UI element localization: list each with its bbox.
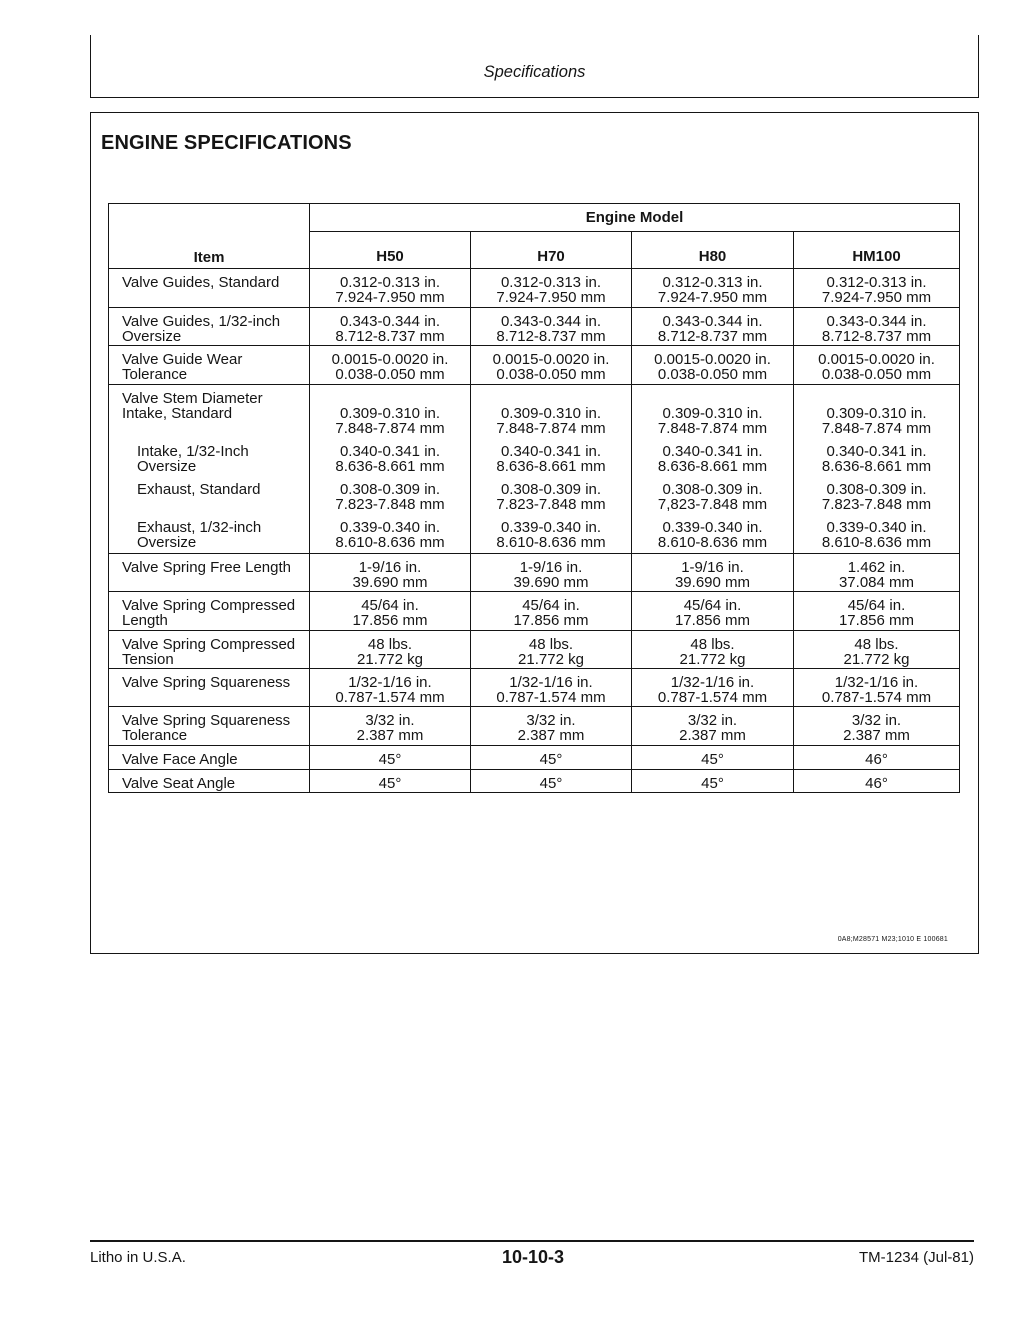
sub-item-label: Intake, 1/32-Inch: [137, 444, 249, 460]
value-cell-hm100: [794, 669, 960, 707]
item-cell: [109, 631, 310, 669]
value-cell-h70: [471, 554, 632, 592]
model-header-hm100: HM100: [794, 232, 960, 269]
spec-value: 17.856 mm: [513, 612, 589, 629]
sub-value: [471, 406, 631, 444]
spec-value: 3/32 in.: [365, 712, 415, 729]
value-cell-h50: [310, 669, 471, 707]
spec-value: 0.309-0.310 in.: [339, 406, 441, 422]
document-code: 0A8;M28571 M23;1010 E 100681: [837, 936, 948, 943]
value-cell-h50: [310, 746, 471, 770]
sub-value: [794, 482, 959, 520]
spec-value: 7.848-7.874 mm: [335, 420, 445, 437]
spec-value: 8.610-8.636 mm: [821, 534, 932, 551]
value-cell-hm100: [794, 385, 960, 554]
spec-value: 0.343-0.344 in.: [662, 313, 763, 330]
spec-value: 8.610-8.636 mm: [335, 534, 445, 551]
spec-value: 0.309-0.310 in.: [500, 406, 602, 422]
sub-value: [471, 482, 631, 520]
engine-spec-table: [108, 203, 960, 793]
spec-value: 45/64 in.: [847, 597, 906, 614]
table-row: [109, 746, 960, 770]
table-row: [109, 308, 960, 346]
spec-value: 2.387 mm: [843, 727, 910, 744]
spec-value: 48 lbs.: [528, 636, 574, 653]
spec-value: 7.924-7.950 mm: [821, 289, 932, 306]
spec-value: 45°: [378, 751, 402, 768]
value-cell-h80: [632, 269, 794, 308]
item-label: Valve Guide Wear: [122, 351, 243, 368]
value-cell-hm100: [794, 269, 960, 308]
sub-item: [122, 444, 309, 482]
spec-value: 0.787-1.574 mm: [821, 689, 932, 706]
spec-value: 45°: [378, 775, 402, 792]
spec-value: 7.924-7.950 mm: [496, 289, 606, 306]
item-cell: [109, 269, 310, 308]
sub-value: [310, 482, 470, 520]
spec-value: 0.308-0.309 in.: [500, 482, 602, 498]
section-title: ENGINE SPECIFICATIONS: [101, 132, 352, 154]
spec-value: 3/32 in.: [526, 712, 576, 729]
value-cell-h70: [471, 346, 632, 385]
table-row: [109, 346, 960, 385]
spec-value: 0.339-0.340 in.: [662, 520, 763, 536]
value-cell-hm100: [794, 631, 960, 669]
item-label: Valve Stem Diameter: [122, 390, 263, 407]
spec-value: 1.462 in.: [847, 559, 906, 576]
sub-value: [471, 444, 631, 482]
spec-value: 0.038-0.050 mm: [821, 366, 932, 383]
spec-value: 21.772 kg: [357, 651, 423, 668]
spec-value: 8.712-8.737 mm: [657, 328, 768, 345]
value-cell-h50: [310, 554, 471, 592]
spec-value: 0.038-0.050 mm: [496, 366, 606, 383]
value-cell-h70: [471, 631, 632, 669]
table-row: [109, 770, 960, 793]
spec-value: 46°: [865, 775, 888, 792]
spec-value: 0.308-0.309 in.: [662, 482, 763, 498]
sub-value: [310, 520, 470, 552]
sub-value: [794, 444, 959, 482]
footer-divider: [90, 1240, 974, 1242]
item-cell: [109, 669, 310, 707]
table-row: [109, 385, 960, 554]
value-cell-hm100: [794, 707, 960, 746]
manual-reference: TM-1234 (Jul-81): [858, 1249, 974, 1266]
spec-value: 0.340-0.341 in.: [500, 444, 602, 460]
spec-value: 0.339-0.340 in.: [339, 520, 441, 536]
value-cell-h80: [632, 746, 794, 770]
model-header-h70: H70: [471, 232, 632, 269]
spec-value: 8.712-8.737 mm: [335, 328, 445, 345]
spec-value: 48 lbs.: [854, 636, 899, 653]
value-cell-h70: [471, 308, 632, 346]
model-header-h50: H50: [310, 232, 471, 269]
item-label: Valve Spring Compressed: [122, 597, 296, 614]
spec-value: 3/32 in.: [687, 712, 738, 729]
sub-item: [122, 520, 309, 552]
spec-value: 7,823-7.848 mm: [657, 496, 768, 513]
value-cell-hm100: [794, 770, 960, 793]
value-cell-hm100: [794, 746, 960, 770]
spec-value: 0.0015-0.0020 in.: [331, 351, 449, 368]
sub-value: [794, 520, 959, 552]
spec-value: 0.312-0.313 in.: [826, 274, 927, 291]
value-cell-h50: [310, 631, 471, 669]
value-cell-h70: [471, 707, 632, 746]
spec-value: 0.038-0.050 mm: [657, 366, 768, 383]
model-header-h80: H80: [632, 232, 794, 269]
value-cell-h80: [632, 308, 794, 346]
spec-value: 7.848-7.874 mm: [496, 420, 606, 437]
spec-value: 0.343-0.344 in.: [339, 313, 441, 330]
spec-value: 0.308-0.309 in.: [826, 482, 927, 498]
spec-value: 7.924-7.950 mm: [335, 289, 445, 306]
value-cell-h80: [632, 554, 794, 592]
item-cell: [109, 554, 310, 592]
sub-value: [632, 406, 793, 444]
spec-value: 8.636-8.661 mm: [657, 458, 768, 475]
value-cell-h80: [632, 669, 794, 707]
spec-value: 21.772 kg: [843, 651, 910, 668]
spec-value: 0.038-0.050 mm: [335, 366, 445, 383]
spec-value: 7.848-7.874 mm: [821, 420, 932, 437]
spec-value: 0.340-0.341 in.: [662, 444, 763, 460]
value-cell-h70: [471, 385, 632, 554]
item-cell: [109, 385, 310, 554]
sub-item-label: Exhaust, Standard: [137, 482, 261, 498]
spec-value: 0.309-0.310 in.: [662, 406, 763, 422]
spec-value: 17.856 mm: [352, 612, 428, 629]
spec-value: 7.924-7.950 mm: [657, 289, 768, 306]
item-label: Tolerance: [122, 366, 188, 383]
value-cell-h50: [310, 707, 471, 746]
item-cell: [109, 707, 310, 746]
sub-value: [471, 520, 631, 552]
spec-value: 0.340-0.341 in.: [339, 444, 441, 460]
item-label: Valve Spring Squareness: [122, 712, 291, 729]
sub-value: [632, 520, 793, 552]
item-label: Tolerance: [122, 727, 188, 744]
table-row: [109, 707, 960, 746]
item-cell: [109, 746, 310, 770]
item-cell: [109, 770, 310, 793]
spec-value: 0.0015-0.0020 in.: [492, 351, 610, 368]
spec-value: 0.309-0.310 in.: [826, 406, 927, 422]
spec-value: 8.610-8.636 mm: [496, 534, 606, 551]
value-cell-hm100: [794, 346, 960, 385]
value-cell-h50: [310, 308, 471, 346]
value-cell-h80: [632, 346, 794, 385]
table-row: [109, 554, 960, 592]
item-label: Valve Seat Angle: [122, 775, 236, 792]
spec-value: 17.856 mm: [838, 612, 915, 629]
item-column-header: Item: [109, 204, 310, 269]
sub-value: [310, 444, 470, 482]
heading-spacer: [794, 391, 959, 406]
spec-value: 45/64 in.: [361, 597, 419, 614]
spec-value: 39.690 mm: [352, 574, 428, 591]
item-label: Valve Face Angle: [122, 751, 238, 768]
spec-value: 1-9/16 in.: [358, 559, 422, 576]
value-cell-h50: [310, 385, 471, 554]
value-cell-h80: [632, 385, 794, 554]
spec-value: 45°: [539, 751, 563, 768]
spec-value: 17.856 mm: [674, 612, 751, 629]
spec-value: 39.690 mm: [513, 574, 589, 591]
spec-value: 7.823-7.848 mm: [496, 496, 606, 513]
spec-value: 39.690 mm: [674, 574, 751, 591]
heading-spacer: [471, 391, 631, 406]
spec-table-body: [109, 269, 960, 793]
spec-value: 48 lbs.: [367, 636, 413, 653]
spec-value: 8.636-8.661 mm: [335, 458, 445, 475]
item-label: Valve Guides, 1/32-inch: [122, 313, 281, 330]
spec-value: 1/32-1/16 in.: [509, 674, 593, 691]
table-row: [109, 592, 960, 631]
spec-value: 0.787-1.574 mm: [657, 689, 768, 706]
value-cell-h70: [471, 746, 632, 770]
spec-value: 0.312-0.313 in.: [500, 274, 602, 291]
value-cell-h70: [471, 269, 632, 308]
spec-value: 0.343-0.344 in.: [500, 313, 602, 330]
item-label: Valve Spring Squareness: [122, 674, 291, 691]
table-header-row: [109, 204, 960, 232]
spec-value: 21.772 kg: [518, 651, 584, 668]
spec-value: 8.636-8.661 mm: [821, 458, 932, 475]
item-cell: [109, 346, 310, 385]
spec-value: 8.712-8.737 mm: [821, 328, 932, 345]
sub-item: [122, 406, 309, 444]
spec-value: 1-9/16 in.: [681, 559, 744, 576]
spec-value: 0.312-0.313 in.: [339, 274, 441, 291]
value-cell-h50: [310, 269, 471, 308]
spec-value: 45°: [539, 775, 563, 792]
spec-value: 46°: [865, 751, 888, 768]
spec-value: 8.610-8.636 mm: [657, 534, 768, 551]
sub-item-label: Oversize: [137, 458, 197, 475]
spec-value: 45/64 in.: [522, 597, 580, 614]
table-row: [109, 669, 960, 707]
spec-value: 45°: [701, 751, 724, 768]
spec-value: 0.787-1.574 mm: [496, 689, 606, 706]
spec-value: 0.0015-0.0020 in.: [654, 351, 771, 368]
sub-item-label: Intake, Standard: [122, 406, 233, 422]
spec-table-head: [109, 204, 960, 269]
value-cell-h50: [310, 770, 471, 793]
sub-value: [632, 482, 793, 520]
value-cell-h70: [471, 770, 632, 793]
item-label: Length: [122, 612, 168, 629]
spec-value: 2.387 mm: [517, 727, 585, 744]
spec-value: 1-9/16 in.: [519, 559, 583, 576]
value-cell-h70: [471, 669, 632, 707]
footer-printer-note: Litho in U.S.A.: [90, 1249, 186, 1266]
sub-value: [310, 406, 470, 444]
heading-spacer: [310, 391, 470, 406]
item-label: Valve Spring Compressed: [122, 636, 296, 653]
spec-value: 0.787-1.574 mm: [335, 689, 445, 706]
spec-value: 0.308-0.309 in.: [339, 482, 441, 498]
spec-value: 0.0015-0.0020 in.: [818, 351, 935, 368]
value-cell-h80: [632, 631, 794, 669]
spec-value: 7.823-7.848 mm: [335, 496, 445, 513]
item-label: Valve Spring Free Length: [122, 559, 291, 576]
value-cell-h80: [632, 592, 794, 631]
spec-value: 3/32 in.: [851, 712, 902, 729]
sub-item-label: Oversize: [137, 534, 197, 551]
spec-value: 1/32-1/16 in.: [834, 674, 919, 691]
sub-value: [794, 406, 959, 444]
sub-value: [632, 444, 793, 482]
spec-value: 7.848-7.874 mm: [657, 420, 768, 437]
spec-value: 2.387 mm: [679, 727, 746, 744]
spec-value: 45°: [701, 775, 724, 792]
spec-value: 48 lbs.: [690, 636, 735, 653]
page-number: 10-10-3: [501, 1247, 565, 1267]
spec-value: 0.339-0.340 in.: [826, 520, 927, 536]
sub-item: [122, 482, 309, 520]
table-row: [109, 269, 960, 308]
value-cell-h80: [632, 770, 794, 793]
spec-value: 45/64 in.: [683, 597, 742, 614]
spec-value: 0.339-0.340 in.: [500, 520, 602, 536]
sub-item-label: Exhaust, 1/32-inch: [137, 520, 262, 536]
spec-value: 8.712-8.737 mm: [496, 328, 606, 345]
item-label: Valve Guides, Standard: [122, 274, 280, 291]
spec-value: 37.084 mm: [838, 574, 915, 591]
item-label: Tension: [122, 651, 174, 668]
spec-value: 8.636-8.661 mm: [496, 458, 606, 475]
item-cell: [109, 308, 310, 346]
spec-value: 1/32-1/16 in.: [670, 674, 755, 691]
page-header-title: Specifications: [483, 63, 586, 81]
spec-value: 0.312-0.313 in.: [662, 274, 763, 291]
value-cell-hm100: [794, 554, 960, 592]
engine-model-header: Engine Model: [310, 204, 960, 232]
value-cell-hm100: [794, 308, 960, 346]
value-cell-h70: [471, 592, 632, 631]
spec-value: 0.340-0.341 in.: [826, 444, 927, 460]
spec-value: 7.823-7.848 mm: [821, 496, 932, 513]
heading-spacer: [632, 391, 793, 406]
item-cell: [109, 592, 310, 631]
page-header: [90, 35, 979, 98]
spec-value: 0.343-0.344 in.: [826, 313, 927, 330]
spec-value: 21.772 kg: [679, 651, 746, 668]
value-cell-hm100: [794, 592, 960, 631]
spec-value: 2.387 mm: [356, 727, 424, 744]
spec-value: 1/32-1/16 in.: [348, 674, 432, 691]
item-label: Oversize: [122, 328, 182, 345]
table-row: [109, 631, 960, 669]
value-cell-h80: [632, 707, 794, 746]
value-cell-h50: [310, 346, 471, 385]
value-cell-h50: [310, 592, 471, 631]
